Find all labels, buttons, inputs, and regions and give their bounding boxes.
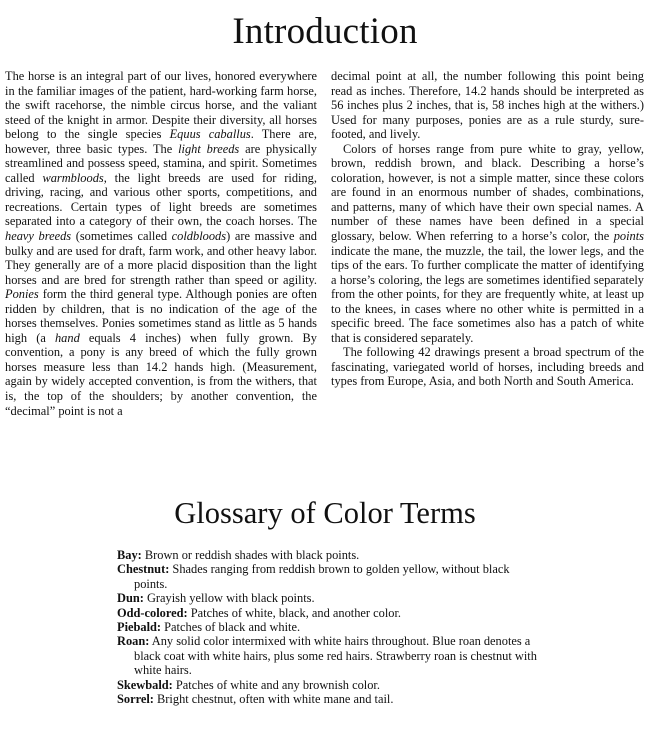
glossary-definition: Any solid color intermixed with white hairs throughout. Blue roan denotes a black coat with white hairs, plus some red hairs. Strawberry roan is chestnut with white hairs. bbox=[134, 634, 537, 678]
intro-paragraph-3: The following 42 drawings present a broad spectrum of the fascinating, variegated world of horses, including breeds and types from Europe, Asia, and both North and South America. bbox=[331, 345, 644, 389]
term-light-breeds: light breeds bbox=[178, 141, 240, 156]
glossary-list bbox=[117, 548, 542, 706]
term-warmbloods: warmbloods bbox=[42, 170, 104, 185]
glossary-definition: Patches of black and white. bbox=[161, 620, 301, 635]
intro-column-left bbox=[5, 69, 317, 418]
glossary-entry bbox=[117, 606, 542, 620]
glossary-definition: Shades ranging from reddish brown to golden yellow, without black points. bbox=[134, 562, 510, 591]
intro-paragraph-1: The horse is an integral part of our lives, honored everywhere in the familiar images of the patient, hard-working farm horse, the swift racehorse, the nimble circus horse, and the valiant steed of the knight in armor. Despite their diversity, all horses belong to the single species Equus caballus. There are, however, three basic types. The light breeds are physically streamlined and possess speed, stamina, and spirit. Sometimes called warmbloods, the light breeds are used for riding, driving, racing, and various other sports, competitions, and recreations. Certain types of light breeds are sometimes separated into a category of their own, the coach horses. The heavy breeds (sometimes called coldbloods) are massive and bulky and are used for draft, farm work, and other heavy labor. They generally are of a more placid disposition than the light horses and are bred for strength rather than speed or agility. Ponies form the third general type. Although ponies are often ridden by children, that is no indication of the age of the horses themselves. Ponies sometimes stand as little as 5 hands high (a hand equals 4 inches) when fully grown. By convention, a pony is any breed of which the fully grown horses measure less than 14.2 hands high. (Measurement, again by widely accepted convention, is from the withers, that is, the top of the shoulders; by another convention, the “decimal” point is not a bbox=[5, 69, 317, 418]
glossary-definition: Bright chestnut, often with white mane and tail. bbox=[153, 692, 394, 707]
glossary-term: Roan: bbox=[117, 634, 150, 649]
glossary-term: Dun: bbox=[117, 591, 144, 606]
glossary-entry bbox=[117, 634, 542, 677]
glossary-term: Odd-colored: bbox=[117, 605, 188, 620]
species-name: Equus caballus bbox=[169, 127, 251, 142]
term-coldbloods: coldbloods bbox=[171, 229, 227, 244]
introduction-title: Introduction bbox=[232, 11, 418, 52]
glossary-entry bbox=[117, 562, 542, 591]
glossary-term: Sorrel: bbox=[117, 692, 154, 707]
term-points: points bbox=[613, 229, 644, 244]
glossary-title: Glossary of Color Terms bbox=[174, 496, 476, 530]
intro-paragraph-2: Colors of horses range from pure white to gray, yellow, brown, reddish brown, and black. Describing a horse’s coloration, however, is not a simple matter, since these colors are found in an enormous number of shades, combinations, and patterns, many of which have their own special names. A number of these names have been defined in a special glossary, below. When referring to a horse’s color, the points indicate the mane, the muzzle, the tail, the lower legs, and the tips of the ears. To further complicate the matter of identifying a horse’s coloring, the legs are sometimes identified separately from the other points, for they are frequently white, at least up to the knees, in cases where no other white is permitted in a specific breed. The face sometimes also has a patch of white that is considered separately. bbox=[331, 141, 644, 345]
glossary-entry bbox=[117, 678, 542, 692]
glossary-entry bbox=[117, 692, 542, 706]
glossary-term: Chestnut: bbox=[117, 562, 170, 577]
glossary-definition: Brown or reddish shades with black points. bbox=[141, 548, 360, 562]
intro-paragraph-1-continued: decimal point at all, the number following this point being read as inches. Therefore, 14.2 hands should be interpreted as 56 inches plus 2 inches, that is, 58 inches high at the withers.) Used for many purposes, ponies are as a rule sturdy, sure-footed, and lively. bbox=[331, 69, 644, 142]
intro-column-right bbox=[331, 69, 644, 389]
glossary-definition: Grayish yellow with black points. bbox=[143, 591, 315, 606]
term-heavy-breeds: heavy breeds bbox=[5, 229, 72, 244]
term-ponies: Ponies bbox=[5, 287, 39, 302]
glossary-definition: Patches of white and any brownish color. bbox=[172, 677, 380, 692]
glossary-term: Bay: bbox=[117, 548, 142, 562]
glossary-term: Skewbald: bbox=[117, 677, 173, 692]
glossary-definition: Patches of white, black, and another color. bbox=[187, 605, 401, 620]
glossary-entry bbox=[117, 620, 542, 634]
glossary-entry bbox=[117, 548, 542, 562]
term-hand: hand bbox=[54, 330, 80, 345]
glossary-entry bbox=[117, 591, 542, 605]
glossary-term: Piebald: bbox=[117, 620, 162, 635]
